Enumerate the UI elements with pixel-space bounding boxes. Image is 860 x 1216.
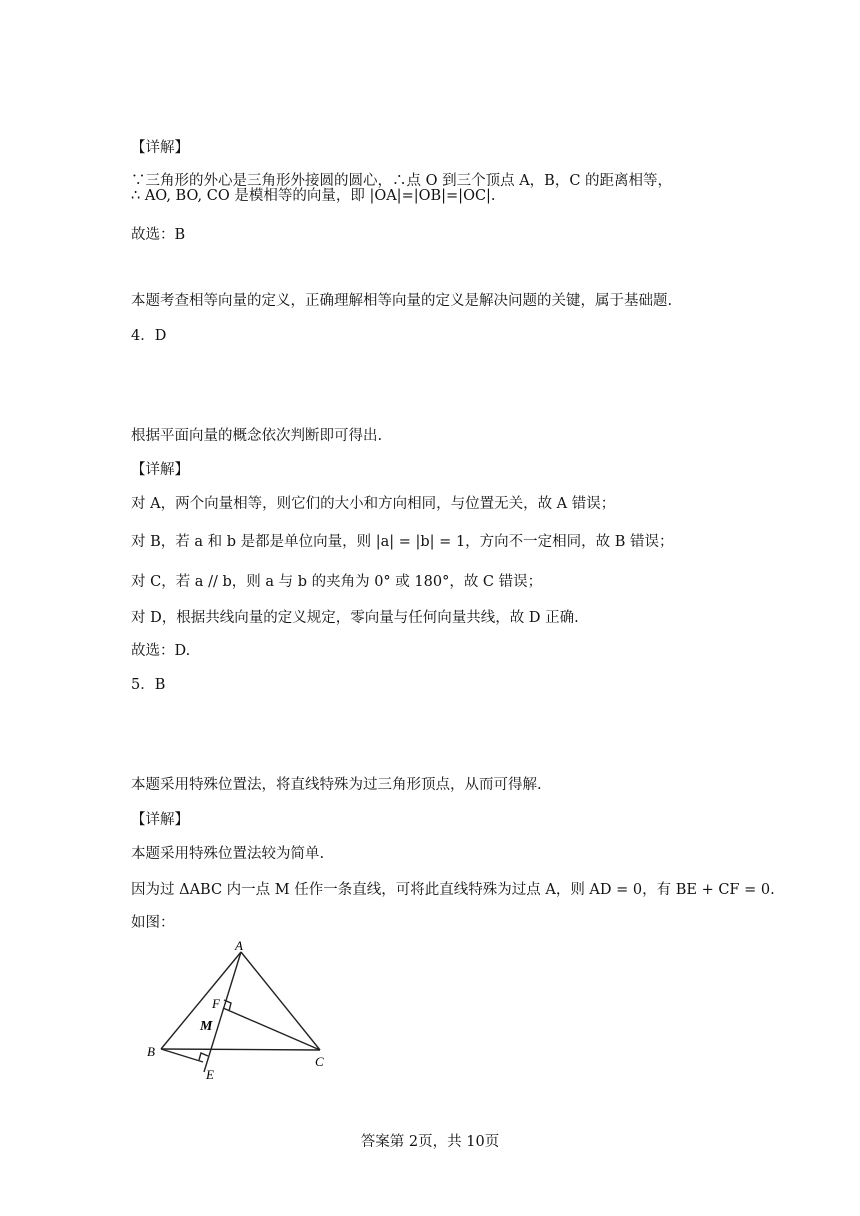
q3-answer: 故选：B xyxy=(131,227,186,243)
segment-be xyxy=(161,1049,203,1062)
q5-line2: 因为过 ΔABC 内一点 M 任作一条直线，可将此直线特殊为过点 A，则 AD = 0，有 BE + CF = 0. xyxy=(131,882,775,898)
q3-detail-label: 【详解】 xyxy=(131,140,189,156)
q4-number: 4．D xyxy=(131,328,167,344)
label-e: E xyxy=(206,1067,214,1082)
right-angle-e xyxy=(199,1053,208,1060)
label-b: B xyxy=(147,1044,155,1059)
q4-option-b: 对 B，若 a 和 b 是都是单位向量，则 |a| = |b| = 1，方向不一定相同，故 B 错误； xyxy=(131,534,674,550)
q3-line1: ∵三角形的外心是三角形外接圆的圆心，∴点 O 到三个顶点 A，B，C 的距离相等， xyxy=(131,173,673,189)
side-bc xyxy=(161,1049,320,1050)
line-ae xyxy=(204,952,241,1072)
q5-analysis: 本题采用特殊位置法，将直线特殊为过三角形顶点，从而可得解. xyxy=(131,777,542,793)
label-m: M xyxy=(200,1019,213,1034)
side-ac xyxy=(241,952,320,1050)
q5-line1: 本题采用特殊位置法较为简单. xyxy=(131,846,325,862)
label-a: A xyxy=(235,940,243,953)
label-f: F xyxy=(212,996,220,1011)
q3-comment: 本题考查相等向量的定义，正确理解相等向量的定义是解决问题的关键，属于基础题. xyxy=(131,293,673,309)
segment-cf xyxy=(223,1008,320,1050)
q4-detail-label: 【详解】 xyxy=(131,462,189,478)
side-ab xyxy=(161,952,241,1049)
label-c: C xyxy=(315,1054,324,1069)
q3-line2: ∴ AO, BO, CO 是模相等的向量，即 |OA|=|OB|=|OC|. xyxy=(131,188,496,204)
q4-answer: 故选：D. xyxy=(131,643,191,659)
q5-number: 5．B xyxy=(131,677,166,693)
q4-analysis: 根据平面向量的概念依次判断即可得出. xyxy=(131,428,383,444)
q5-figure-label: 如图： xyxy=(131,915,175,931)
q4-option-c: 对 C，若 a // b，则 a 与 b 的夹角为 0° 或 180°，故 C 错误； xyxy=(131,574,543,590)
q5-detail-label: 【详解】 xyxy=(131,812,189,828)
q4-option-d: 对 D，根据共线向量的定义规定，零向量与任何向量共线，故 D 正确. xyxy=(131,610,579,626)
page-footer: 答案第 2页，共 10页 xyxy=(360,1134,500,1150)
q4-option-a: 对 A，两个向量相等，则它们的大小和方向相同，与位置无关，故 A 错误； xyxy=(131,496,616,512)
triangle-figure xyxy=(130,940,350,1085)
